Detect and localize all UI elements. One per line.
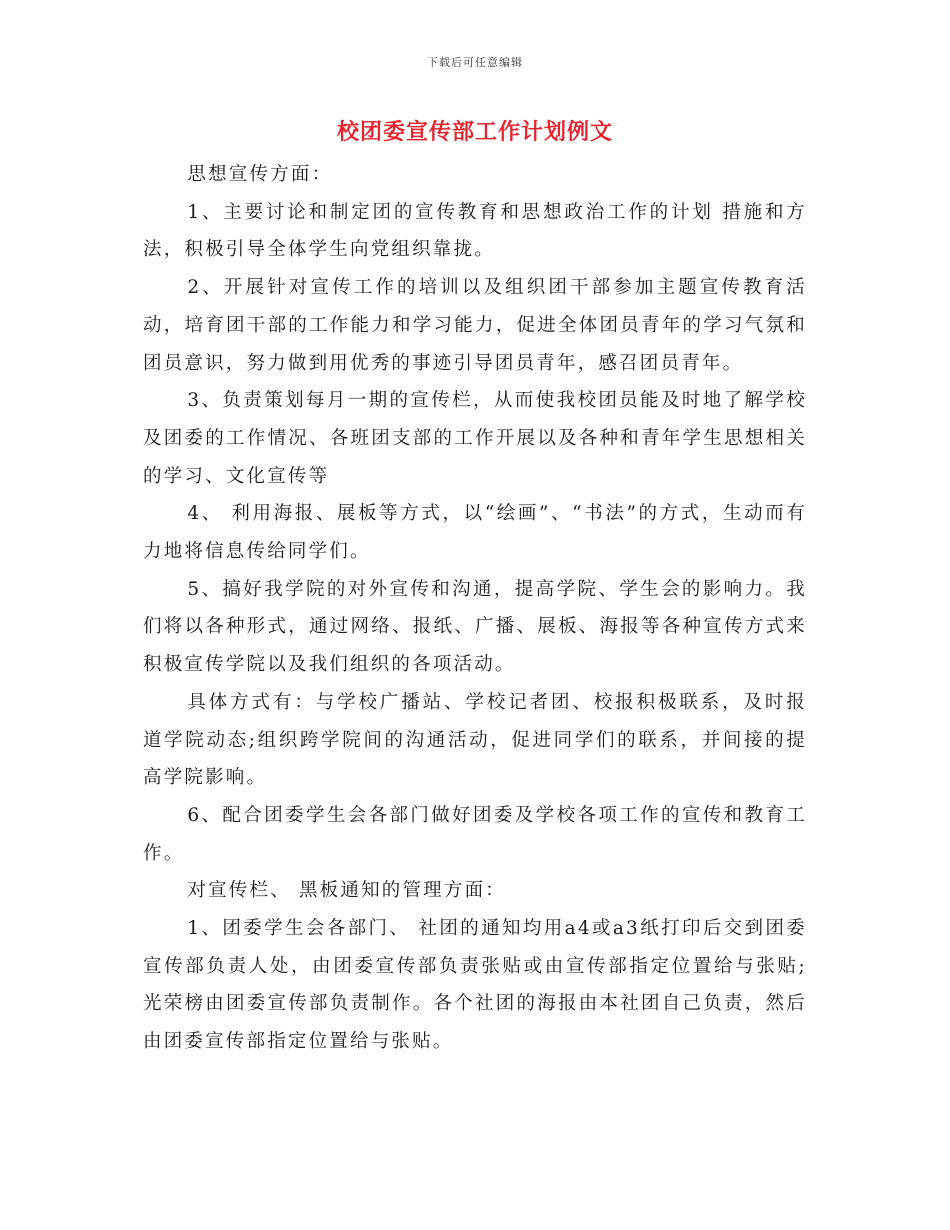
paragraph-item-6: 6、配合团委学生会各部门做好团委及学校各项工作的宣传和教育工作。: [143, 804, 807, 864]
document-body: [143, 156, 807, 1061]
paragraph-item-1: 1、主要讨论和制定团的宣传教育和思想政治工作的计划 措施和方法，积极引导全体学生向党组织靠拢。: [143, 201, 807, 261]
paragraph-item-4: 4、 利用海报、展板等方式，以“绘画”、“书法”的方式，生动而有力地将信息传给同学们。: [143, 503, 807, 563]
paragraph-item-5: 5、搞好我学院的对外宣传和沟通，提高学院、学生会的影响力。我们将以各种形式，通过网络、报纸、广播、展板、海报等各种宣传方式来积极宣传学院以及我们组织的各项活动。: [143, 578, 807, 676]
paragraph-board-item-1: 1、团委学生会各部门、 社团的通知均用a4或a3纸打印后交到团委宣传部负责人处，由团委宣传部负责张贴或由宣传部指定位置给与张贴;光荣榜由团委宣传部负责制作。各个社团的海报由本社团自己负责，然后由团委宣传部指定位置给与张贴。: [143, 918, 807, 1053]
document-title: 校团委宣传部工作计划例文: [336, 119, 613, 145]
header-note: 下载后可任意编辑: [427, 56, 523, 69]
paragraph-methods: 具体方式有：与学校广播站、学校记者团、校报积极联系，及时报道学院动态;组织跨学院间的沟通活动，促进同学们的联系，并间接的提高学院影响。: [143, 691, 807, 789]
paragraph-board-heading: 对宣传栏、 黑板通知的管理方面：: [187, 880, 506, 902]
paragraph-item-3: 3、负责策划每月一期的宣传栏，从而使我校团员能及时地了解学校及团委的工作情况、各班团支部的工作开展以及各种和青年学生思想相关的学习、文化宣传等: [143, 390, 807, 487]
paragraph-item-2: 2、开展针对宣传工作的培训以及组织团干部参加主题宣传教育活动，培育团干部的工作能力和学习能力，促进全体团员青年的学习气氛和团员意识，努力做到用优秀的事迹引导团员青年，感召团员青年。: [143, 277, 807, 374]
paragraph-ideology-heading: 思想宣传方面：: [187, 164, 333, 185]
